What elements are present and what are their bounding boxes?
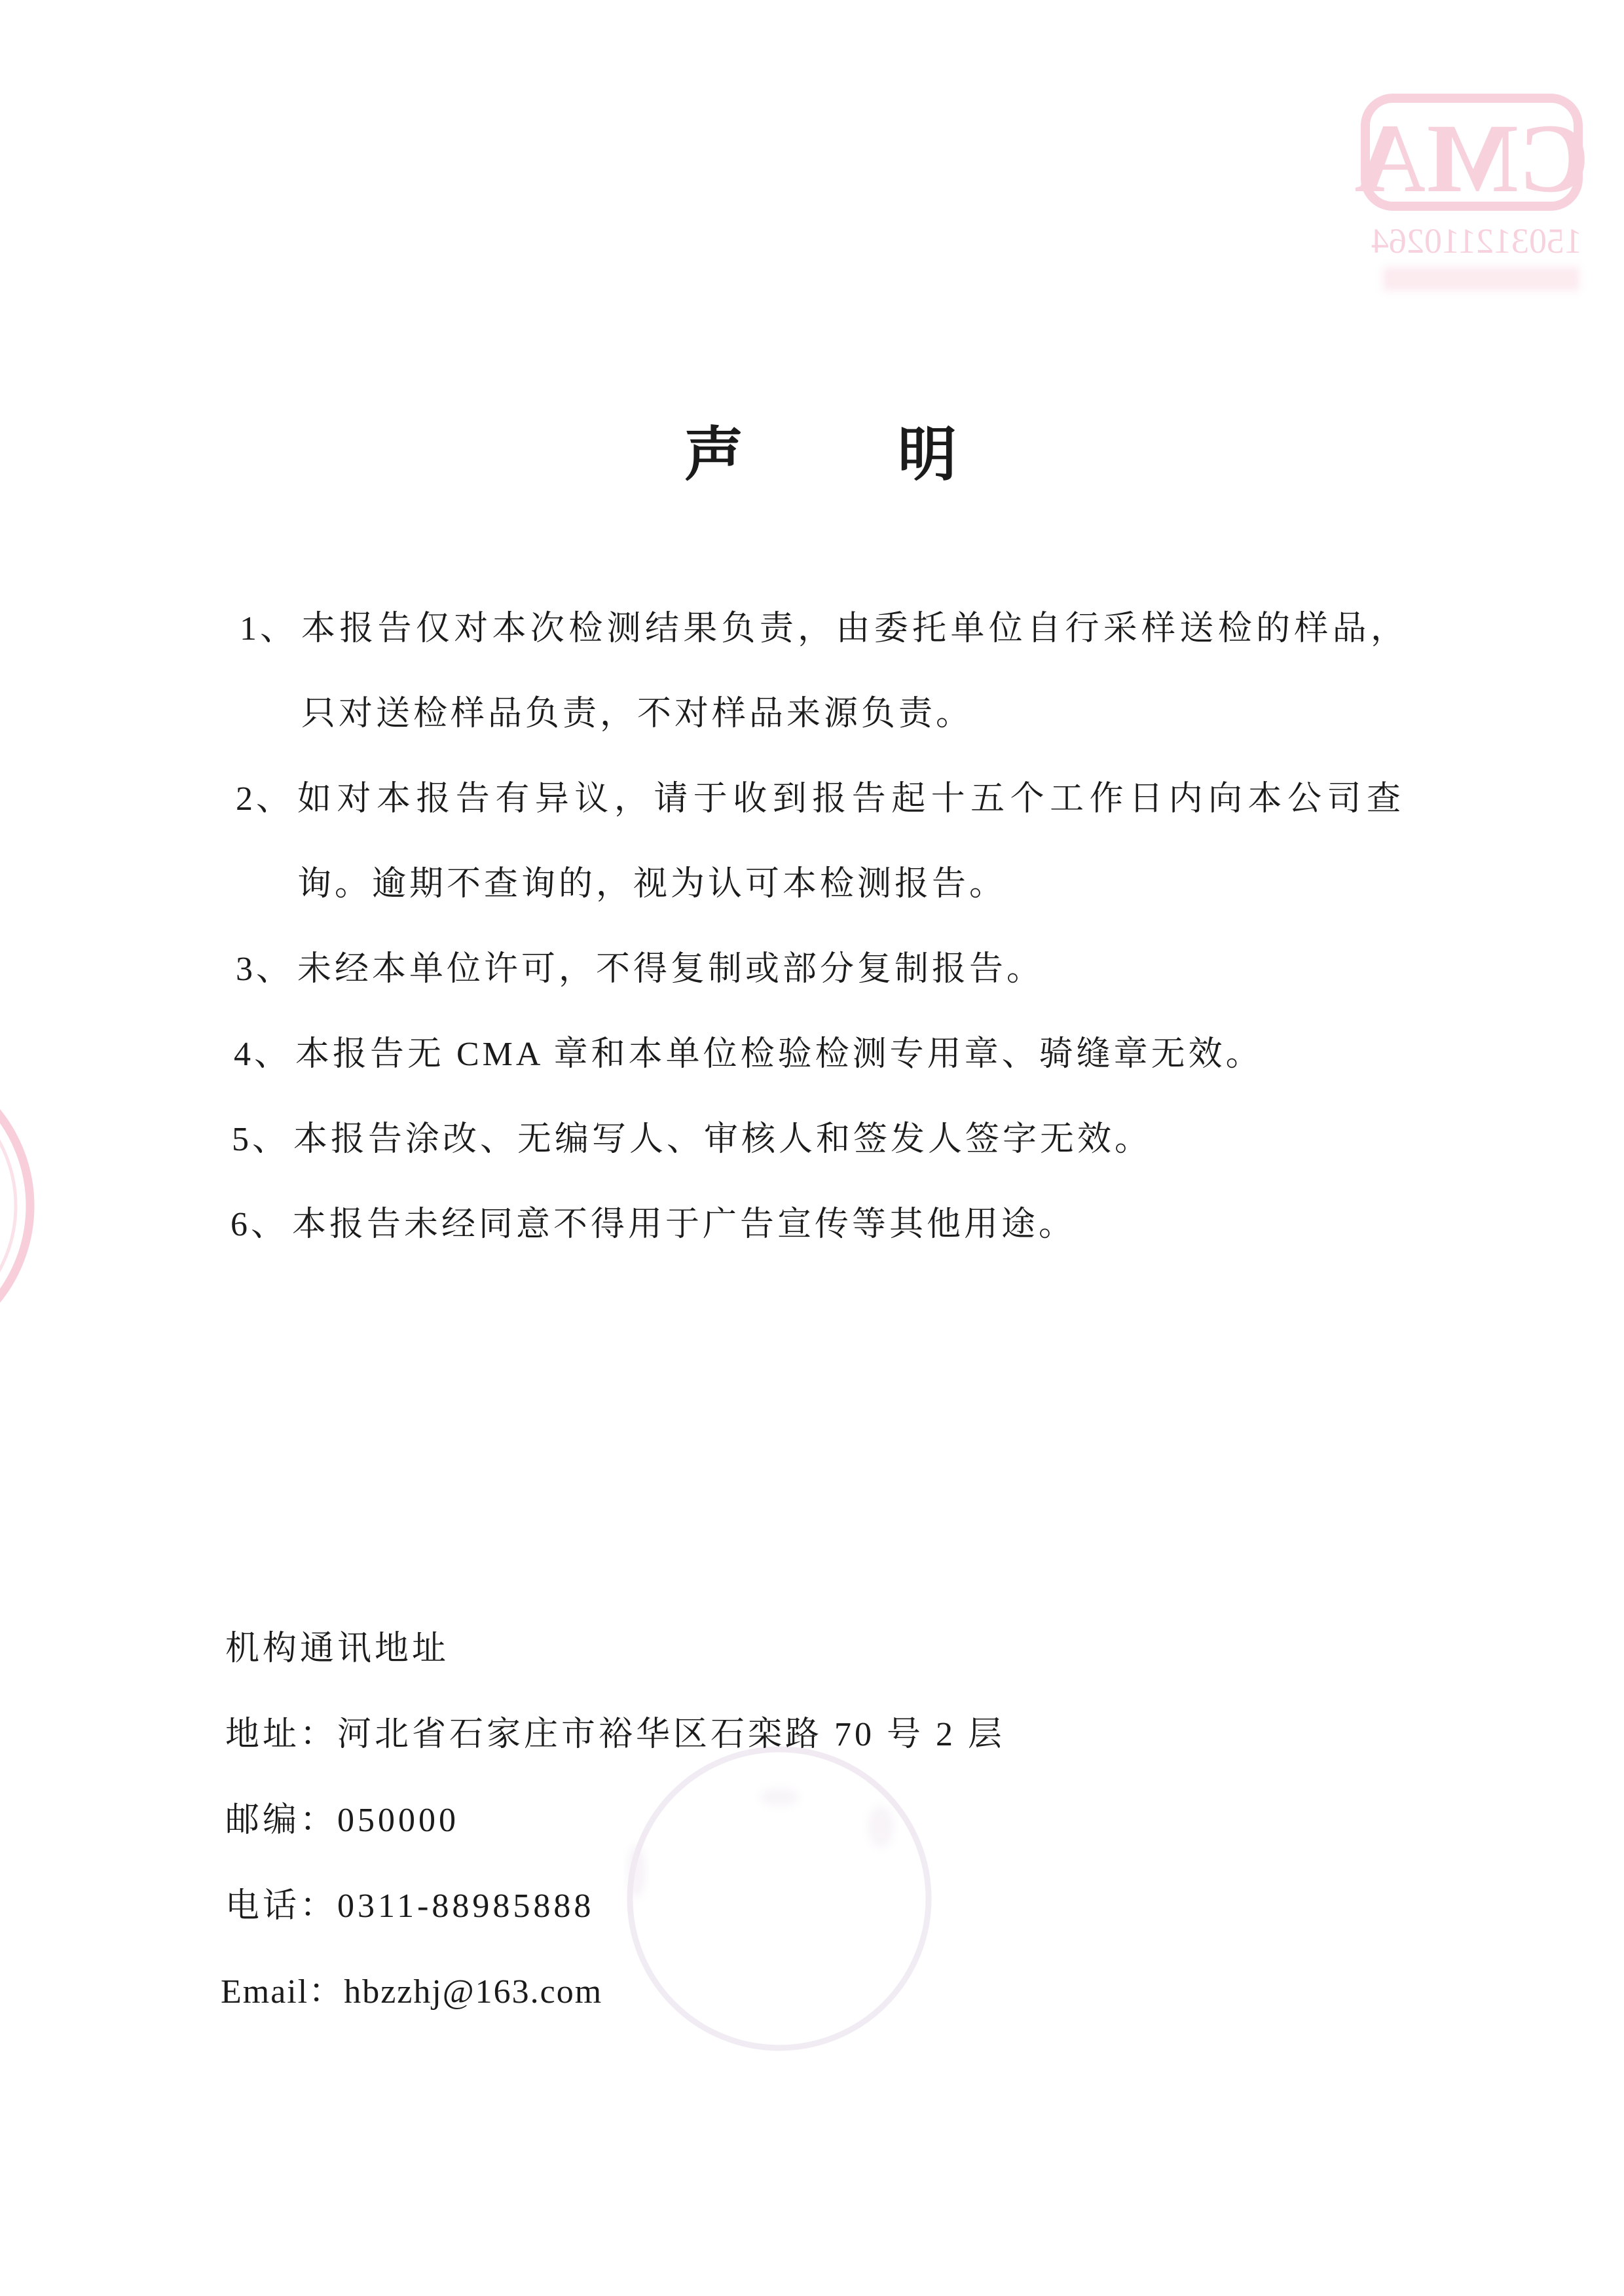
cma-seal-number: 150312110264 bbox=[1371, 221, 1582, 261]
item-text bbox=[297, 757, 1404, 927]
declaration-item bbox=[236, 927, 1408, 1012]
item-number: 3、 bbox=[236, 951, 294, 988]
cma-seal-frame bbox=[1365, 98, 1578, 206]
item-line: 本报告未经同意不得用于广告宣传等其他用途。 bbox=[292, 1206, 1077, 1243]
item-text bbox=[297, 927, 1404, 1012]
item-line: 未经本单位许可，不得复制或部分复制报告。 bbox=[297, 951, 1044, 988]
address-label: 地址： bbox=[225, 1716, 338, 1753]
phone-value: 0311-88985888 bbox=[337, 1887, 595, 1925]
declaration-item bbox=[240, 587, 1408, 757]
item-line: 询。逾期不查询的，视为认可本检测报告。 bbox=[297, 866, 1007, 903]
email-value: hbzzhj@163.com bbox=[344, 1973, 603, 2011]
item-text bbox=[295, 1012, 1402, 1097]
postcode-line bbox=[225, 1777, 1005, 1863]
contact-heading: 机构通讯地址 bbox=[225, 1630, 450, 1667]
item-line: 本报告无 CMA 章和本单位检验检测专用章、骑缝章无效。 bbox=[295, 1036, 1263, 1073]
item-text bbox=[293, 1097, 1400, 1182]
declaration-item bbox=[231, 1182, 1408, 1267]
declaration-list bbox=[0, 587, 1408, 1267]
address-line bbox=[225, 1692, 1005, 1777]
item-number: 4、 bbox=[234, 1036, 292, 1073]
item-line: 只对送检样品负责，不对样品来源负责。 bbox=[301, 695, 974, 733]
email-line bbox=[221, 1949, 1005, 2035]
page-title: 声明 bbox=[684, 423, 1111, 488]
address-value: 河北省石家庄市裕华区石栾路 70 号 2 层 bbox=[337, 1716, 1006, 1753]
phone-line bbox=[225, 1863, 1005, 1949]
item-text bbox=[292, 1182, 1399, 1267]
declaration-item bbox=[232, 1097, 1408, 1182]
item-number: 2、 bbox=[236, 780, 294, 818]
cma-seal-smudge bbox=[1383, 267, 1579, 291]
email-label: Email： bbox=[221, 1973, 344, 2011]
phone-label: 电话： bbox=[225, 1887, 338, 1925]
item-number: 1、 bbox=[240, 610, 298, 647]
postcode-label: 邮编： bbox=[225, 1802, 338, 1839]
cma-seal-letters: CMA bbox=[1354, 104, 1590, 213]
declaration-item bbox=[236, 757, 1408, 927]
item-number: 5、 bbox=[232, 1121, 290, 1158]
item-line: 本报告仅对本次检测结果负责，由委托单位自行采样送检的样品， bbox=[301, 610, 1408, 647]
item-text bbox=[301, 587, 1408, 757]
item-number: 6、 bbox=[231, 1206, 289, 1243]
postcode-value: 050000 bbox=[337, 1802, 460, 1839]
item-line: 本报告涂改、无编写人、审核人和签发人签字无效。 bbox=[293, 1121, 1153, 1158]
cma-seal-mark bbox=[1355, 98, 1589, 291]
contact-block bbox=[221, 1606, 1006, 2035]
item-line: 如对本报告有异议，请于收到报告起十五个工作日内向本公司查 bbox=[297, 780, 1404, 818]
declaration-item bbox=[234, 1012, 1408, 1097]
